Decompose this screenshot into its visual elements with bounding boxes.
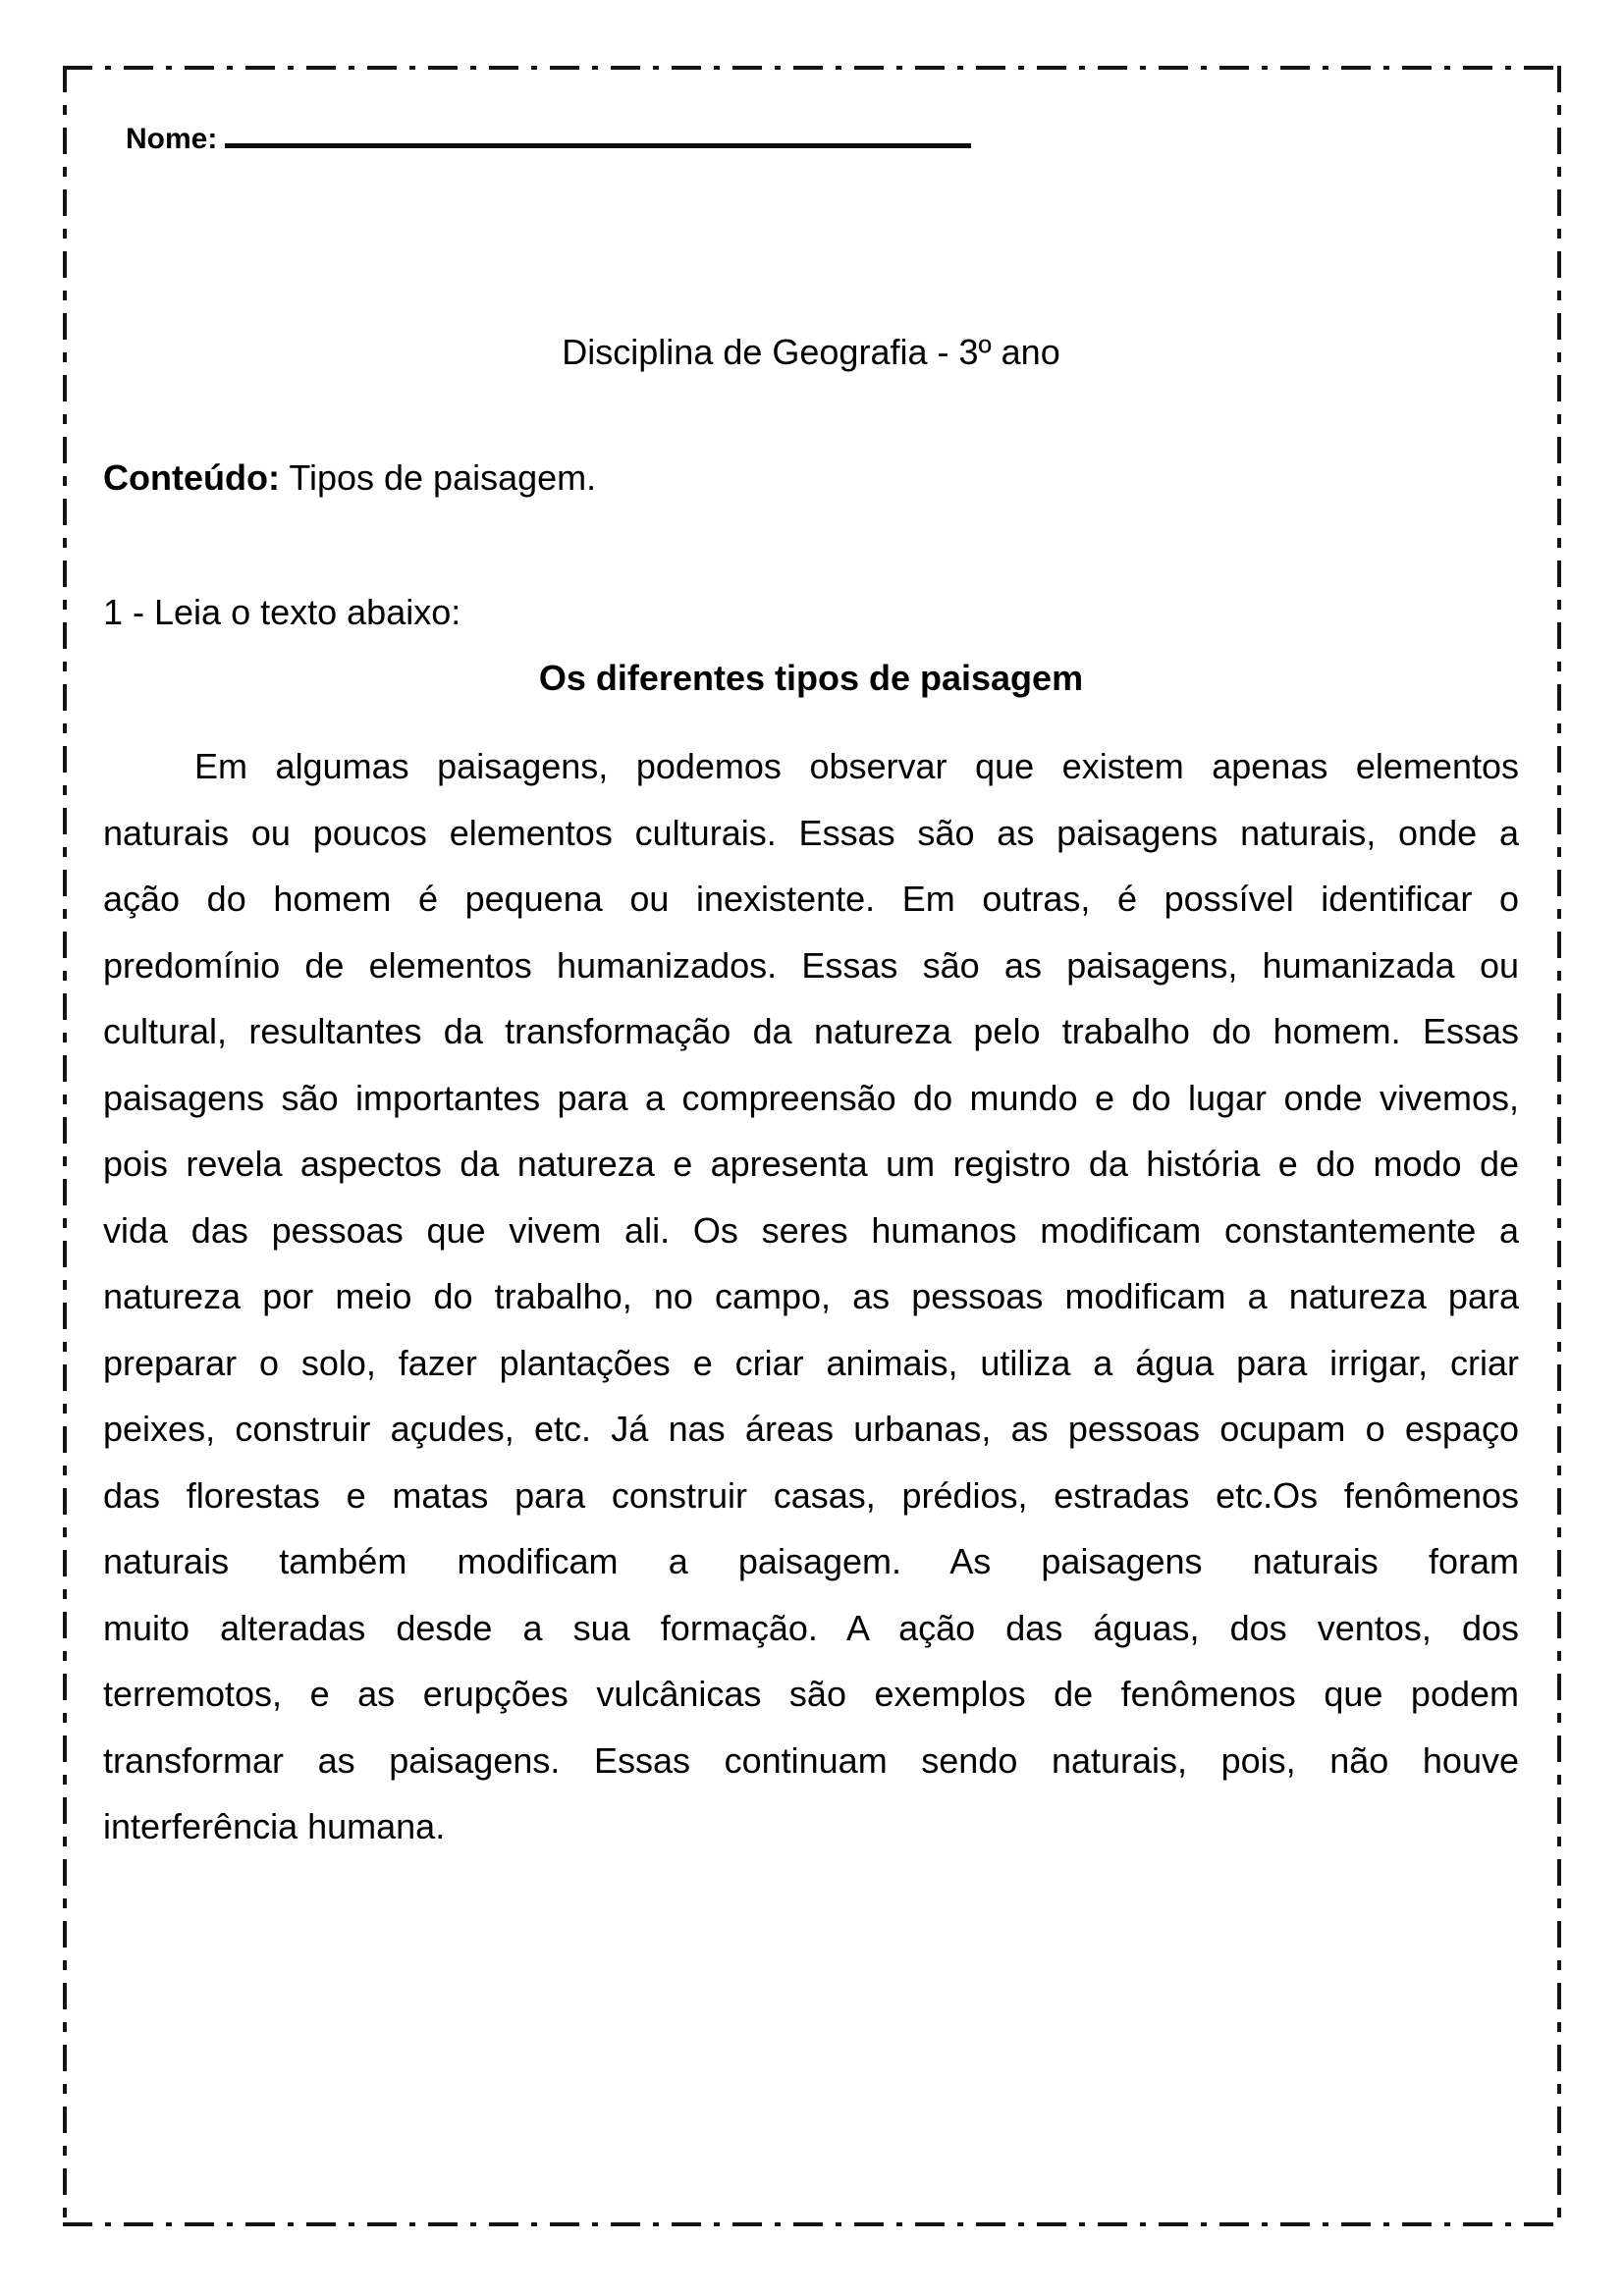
paragraph-line: terremotos, e as erupções vulcânicas são exemplos de fenômenos que podem — [103, 1674, 1519, 1714]
paragraph-line: naturais ou poucos elementos culturais. Essas são as paisagens naturais, onde a — [103, 812, 1519, 853]
paragraph-line: natureza por meio do trabalho, no campo, as pessoas modificam a natureza para — [103, 1276, 1519, 1316]
border-right — [1557, 66, 1561, 2226]
content-row — [103, 456, 596, 500]
paragraph-line: peixes, construir açudes, etc. Já nas áreas urbanas, as pessoas ocupam o espaço — [103, 1409, 1519, 1449]
content-label: Conteúdo: — [103, 457, 280, 498]
paragraph-line: pois revela aspectos da natureza e apresenta um registro da história e do modo de — [103, 1144, 1519, 1184]
border-left — [63, 66, 67, 2226]
paragraph-line: Em algumas paisagens, podemos observar que existem apenas elementos — [194, 746, 1519, 786]
border-top — [63, 66, 1561, 70]
paragraph-line: interferência humana. — [103, 1806, 446, 1846]
reading-title: Os diferentes tipos de paisagem — [538, 658, 1084, 698]
question-instruction: 1 - Leia o texto abaixo: — [103, 592, 461, 632]
paragraph-line: paisagens são importantes para a compreensão do mundo e do lugar onde vivemos, — [103, 1077, 1519, 1118]
paragraph-line: ação do homem é pequena ou inexistente. Em outras, é possível identificar o — [103, 879, 1519, 919]
border-bottom — [63, 2222, 1561, 2226]
paragraph-line: das florestas e matas para construir casas, prédios, estradas etc.Os fenômenos — [103, 1474, 1519, 1516]
paragraph-line: muito alteradas desde a sua formação. A ação das águas, dos ventos, dos — [103, 1607, 1519, 1648]
paragraph-line: preparar o solo, fazer plantações e criar animais, utiliza a água para irrigar, criar — [103, 1342, 1519, 1383]
name-input-line[interactable] — [225, 110, 971, 148]
page-title: Disciplina de Geografia - 3º ano — [562, 332, 1060, 372]
paragraph-line: transformar as paisagens. Essas continuam sendo naturais, pois, não houve — [103, 1739, 1519, 1781]
name-label: Nome: — [126, 123, 218, 155]
name-row — [126, 110, 971, 158]
paragraph-line: vida das pessoas que vivem ali. Os seres humanos modificam constantemente a — [103, 1209, 1519, 1251]
reading-text — [103, 733, 1519, 1860]
paragraph-line: naturais também modificam a paisagem. As paisagens naturais foram — [103, 1541, 1519, 1581]
content-value: Tipos de paisagem. — [289, 457, 597, 498]
paragraph-line: predomínio de elementos humanizados. Essas são as paisagens, humanizada ou — [103, 944, 1519, 986]
paragraph-line: cultural, resultantes da transformação da natureza pelo trabalho do homem. Essas — [103, 1011, 1519, 1051]
